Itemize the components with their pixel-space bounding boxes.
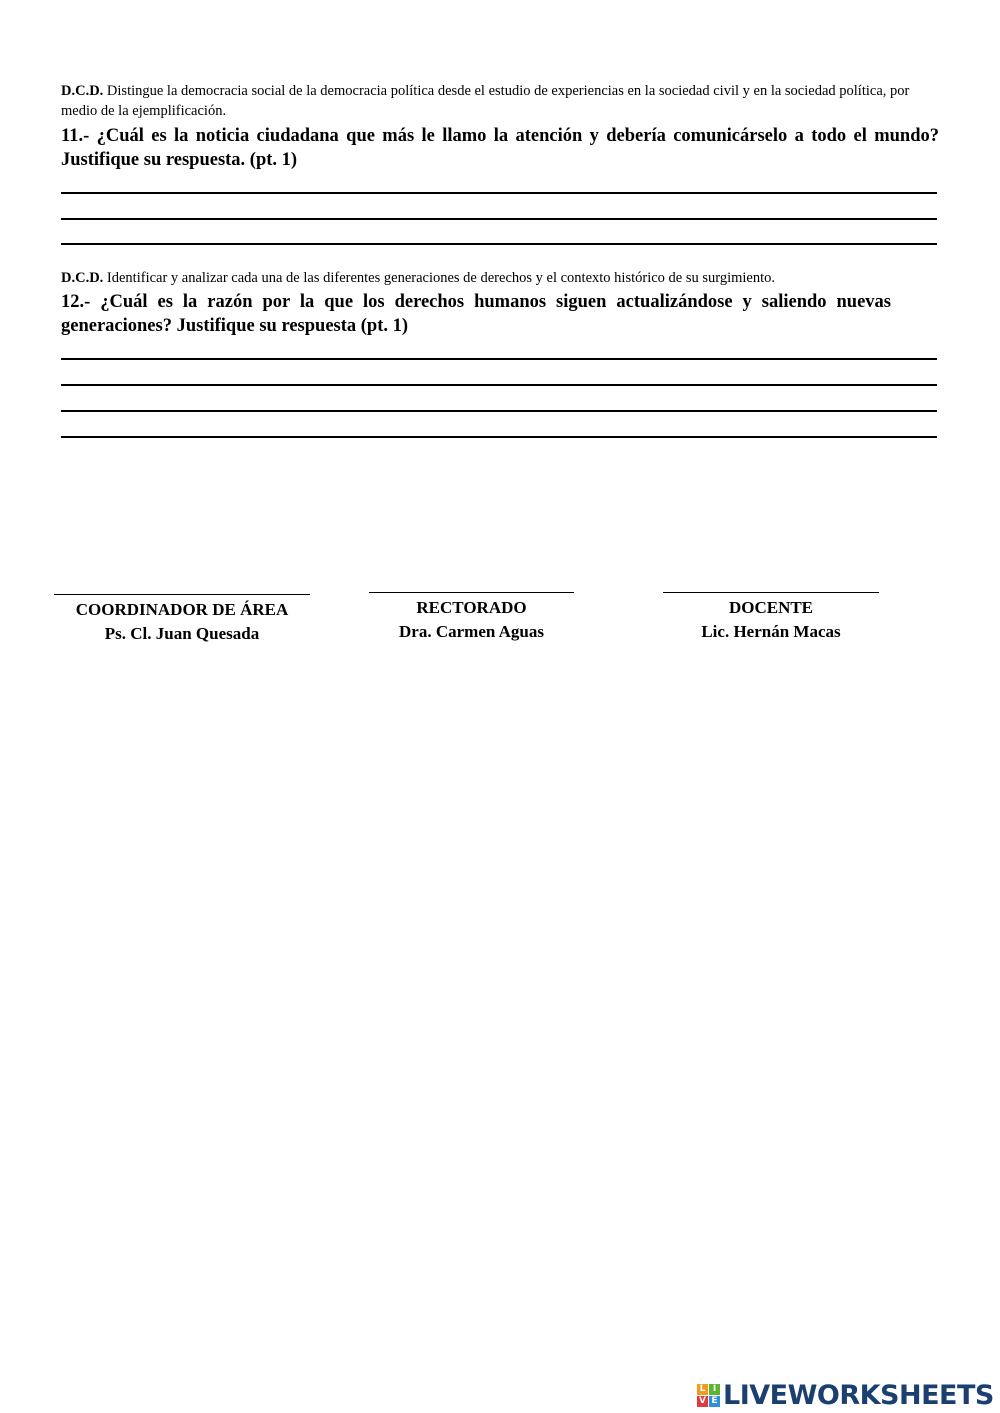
dcd-11: [61, 81, 939, 121]
dcd-12: [61, 268, 939, 288]
signature-line-rectorado: [369, 592, 574, 593]
signature-name-rectorado: Dra. Carmen Aguas: [399, 622, 544, 641]
dcd-12-label: D.C.D.: [61, 270, 104, 286]
answer-line-12-1[interactable]: [61, 358, 937, 360]
signature-role-docente: DOCENTE: [728, 598, 814, 617]
dcd-12-text: Identificar y analizar cada una de las diferentes generaciones de derechos y el contexto histórico de su surgimiento.: [103, 270, 775, 286]
signature-docente: [663, 592, 879, 644]
answer-line-12-3[interactable]: [61, 410, 937, 412]
signature-line-coordinador: [54, 594, 310, 595]
logo-tile-i: I: [709, 1384, 720, 1395]
logo-tile-e: E: [709, 1396, 720, 1407]
question-11: 11.- ¿Cuál es la noticia ciudadana que más le llamo la atención y debería comunicárselo a todo el mundo? Justifique su respuesta. (pt. 1): [61, 126, 939, 170]
signature-rectorado: [369, 592, 574, 644]
answer-line-11-3[interactable]: [61, 243, 937, 245]
signature-line-docente: [663, 592, 879, 593]
liveworksheets-wordmark: LIVEWORKSHEETS: [723, 1379, 994, 1411]
answer-line-11-1[interactable]: [61, 192, 937, 194]
answer-line-12-2[interactable]: [61, 384, 937, 386]
signature-name-docente: Lic. Hernán Macas: [701, 622, 841, 641]
dcd-11-text: Distingue la democracia social de la democracia política desde el estudio de experiencias en la sociedad civil y en la sociedad política, por medio de la ejemplificación.: [61, 83, 910, 119]
liveworksheets-logo-icon: [697, 1384, 720, 1407]
dcd-11-label: D.C.D.: [61, 83, 104, 99]
logo-tile-l: L: [697, 1384, 708, 1395]
liveworksheets-logo: [697, 1378, 994, 1412]
signature-role-rectorado: RECTORADO: [416, 598, 527, 617]
answer-line-11-2[interactable]: [61, 218, 937, 220]
answer-line-12-4[interactable]: [61, 436, 937, 438]
signature-role-coordinador: COORDINADOR DE ÁREA: [75, 600, 289, 619]
signature-coordinador: [54, 594, 310, 646]
question-12: 12.- ¿Cuál es la razón por la que los derechos humanos siguen actualizándose y saliendo nuevas generaciones? Justifique su respuesta (pt. 1): [61, 292, 891, 336]
logo-tile-v: V: [697, 1396, 708, 1407]
signature-name-coordinador: Ps. Cl. Juan Quesada: [104, 624, 260, 643]
